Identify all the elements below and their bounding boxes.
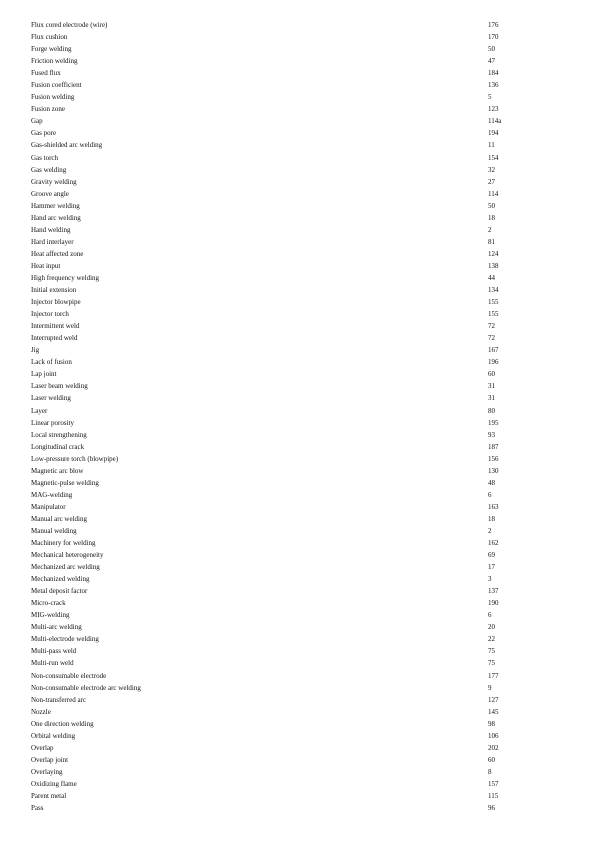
page-reference: 60 xyxy=(488,755,495,764)
index-term: Multi-pass weld xyxy=(31,647,77,656)
page-reference: 138 xyxy=(488,261,499,270)
index-entry xyxy=(31,79,511,91)
index-entry xyxy=(31,477,511,489)
index-term: Heat input xyxy=(31,261,61,270)
index-term: Laser beam welding xyxy=(31,382,88,391)
page-reference: 31 xyxy=(488,382,495,391)
index-entry xyxy=(31,633,511,645)
index-entry xyxy=(31,344,511,356)
index-entry xyxy=(31,561,511,573)
page-reference: 18 xyxy=(488,514,495,523)
page-reference: 155 xyxy=(488,298,499,307)
index-entry xyxy=(31,115,511,127)
index-entry xyxy=(31,43,511,55)
index-entry xyxy=(31,224,511,236)
index-term: Friction welding xyxy=(31,57,78,66)
index-term: Hand arc welding xyxy=(31,213,81,222)
page-reference: 187 xyxy=(488,442,499,451)
index-entry xyxy=(31,573,511,585)
page-reference: 32 xyxy=(488,165,495,174)
index-term: Pass xyxy=(31,804,44,813)
page-reference: 156 xyxy=(488,454,499,463)
index-entry xyxy=(31,212,511,224)
index-entry xyxy=(31,91,511,103)
page-reference: 163 xyxy=(488,502,499,511)
page-reference: 6 xyxy=(488,611,492,620)
page-reference: 2 xyxy=(488,526,492,535)
index-term: Manual arc welding xyxy=(31,514,87,523)
index-term: Gravity welding xyxy=(31,177,77,186)
index-entry xyxy=(31,766,511,778)
index-term: Manipulator xyxy=(31,502,66,511)
page-reference: 167 xyxy=(488,346,499,355)
page-reference: 157 xyxy=(488,779,499,788)
index-term: Magnetic arc blow xyxy=(31,466,84,475)
page-reference: 190 xyxy=(488,599,499,608)
index-entry xyxy=(31,127,511,139)
index-term: Parent metal xyxy=(31,792,67,800)
index-term: Flux cored electrode (wire) xyxy=(31,21,108,29)
index-entry xyxy=(31,152,511,164)
index-term: Multi-arc welding xyxy=(31,623,82,632)
page-reference: 130 xyxy=(488,466,499,475)
index-entry xyxy=(31,609,511,621)
index-entry xyxy=(31,405,511,417)
page-reference: 80 xyxy=(488,406,495,415)
index-term: Mechanized arc welding xyxy=(31,563,100,572)
page-reference: 195 xyxy=(488,418,499,427)
page-reference: 176 xyxy=(488,21,499,29)
index-entry xyxy=(31,778,511,790)
index-entry xyxy=(31,31,511,43)
page-reference: 177 xyxy=(488,671,499,680)
index-entry xyxy=(31,356,511,368)
page-reference: 31 xyxy=(488,394,495,403)
page-reference: 50 xyxy=(488,201,495,210)
index-term: MAG-welding xyxy=(31,490,73,499)
page-reference: 162 xyxy=(488,539,499,548)
index-term: High frequency welding xyxy=(31,273,100,282)
index-term: Longitudinal crack xyxy=(31,442,85,451)
index-entry xyxy=(31,67,511,79)
index-term: Injector blowpipe xyxy=(31,298,81,307)
page-reference: 98 xyxy=(488,719,495,728)
index-entry xyxy=(31,272,511,284)
index-entry xyxy=(31,585,511,597)
index-term: Fusion welding xyxy=(31,93,75,102)
index-term: Oxidizing flame xyxy=(31,779,77,788)
index-entry xyxy=(31,260,511,272)
index-entry xyxy=(31,248,511,260)
page-reference: 184 xyxy=(488,69,499,78)
index-entry xyxy=(31,236,511,248)
index-entry xyxy=(31,188,511,200)
index-term: Hard interlayer xyxy=(31,237,74,246)
page-reference: 137 xyxy=(488,587,499,596)
index-entry xyxy=(31,597,511,609)
index-entry xyxy=(31,489,511,501)
index-entry xyxy=(31,657,511,669)
index-entry xyxy=(31,501,511,513)
index-term: Laser welding xyxy=(31,394,71,403)
index-term: Metal deposit factor xyxy=(31,587,88,596)
index-term: Fused flux xyxy=(31,69,61,78)
index-term: Gas welding xyxy=(31,165,67,174)
page-reference: 123 xyxy=(488,105,499,114)
page-reference: 2 xyxy=(488,225,492,234)
page-reference: 127 xyxy=(488,695,499,704)
index-entry xyxy=(31,802,511,814)
index-entry xyxy=(31,621,511,633)
index-term: Hammer welding xyxy=(31,201,80,210)
page-reference: 114 xyxy=(488,189,499,198)
index-entry xyxy=(31,332,511,344)
page-reference: 96 xyxy=(488,804,495,813)
index-term: Gas pore xyxy=(31,129,57,138)
index-entry xyxy=(31,103,511,115)
page-reference: 134 xyxy=(488,286,499,295)
index-term: Jig xyxy=(31,346,40,355)
page-reference: 48 xyxy=(488,478,495,487)
index-entry xyxy=(31,694,511,706)
page-reference: 93 xyxy=(488,430,495,439)
index-entry xyxy=(31,284,511,296)
index-entry xyxy=(31,380,511,392)
index-entry xyxy=(31,537,511,549)
index-entry xyxy=(31,730,511,742)
index-term: Machinery for welding xyxy=(31,539,96,548)
index-entry xyxy=(31,368,511,380)
page-reference: 114a xyxy=(488,117,502,126)
index-entry xyxy=(31,682,511,694)
index-entry xyxy=(31,465,511,477)
page-reference: 72 xyxy=(488,334,495,343)
index-term: Fusion zone xyxy=(31,105,66,114)
index-term: Magnetic-pulse welding xyxy=(31,478,99,487)
page-reference: 20 xyxy=(488,623,495,632)
page-reference: 75 xyxy=(488,647,495,656)
index-term: Lack of fusion xyxy=(31,358,72,367)
index-term: Non-consumable electrode arc welding xyxy=(31,683,141,692)
index-term: Orbital welding xyxy=(31,731,76,740)
page-reference: 194 xyxy=(488,129,499,138)
index-term: Nozzle xyxy=(31,707,51,716)
page-reference: 50 xyxy=(488,45,495,54)
index-term: Mechanical heterogeneity xyxy=(31,551,104,560)
index-entry xyxy=(31,742,511,754)
index-entry xyxy=(31,513,511,525)
page-reference: 3 xyxy=(488,575,492,584)
index-list xyxy=(31,19,511,814)
index-term: Intermittent weld xyxy=(31,322,80,331)
index-term: Groove angle xyxy=(31,189,69,198)
index-entry xyxy=(31,308,511,320)
index-term: MIG-welding xyxy=(31,611,70,620)
page-reference: 124 xyxy=(488,249,499,258)
index-term: Flux cushion xyxy=(31,33,68,42)
index-entry xyxy=(31,754,511,766)
index-entry xyxy=(31,549,511,561)
page-reference: 44 xyxy=(488,273,495,282)
page-reference: 81 xyxy=(488,237,495,246)
index-term: Linear porosity xyxy=(31,418,74,427)
index-term: Interrupted weld xyxy=(31,334,78,343)
index-entry xyxy=(31,429,511,441)
index-term: Micro-crack xyxy=(31,599,66,608)
page-reference: 9 xyxy=(488,683,492,692)
index-term: Non-consumable electrode xyxy=(31,671,107,680)
page-reference: 47 xyxy=(488,57,495,66)
page-reference: 27 xyxy=(488,177,495,186)
index-entry xyxy=(31,718,511,730)
index-entry xyxy=(31,176,511,188)
index-entry xyxy=(31,525,511,537)
index-term: Overlap xyxy=(31,743,54,752)
index-term: Low-pressure torch (blowpipe) xyxy=(31,454,119,463)
page-reference: 106 xyxy=(488,731,499,740)
page-reference: 11 xyxy=(488,141,495,150)
index-term: Lap joint xyxy=(31,370,57,379)
index-entry xyxy=(31,790,511,802)
index-entry xyxy=(31,19,511,31)
index-term: One direction welding xyxy=(31,719,94,728)
index-entry xyxy=(31,670,511,682)
index-term: Forge welding xyxy=(31,45,72,54)
page-reference: 145 xyxy=(488,707,499,716)
index-entry xyxy=(31,296,511,308)
index-entry xyxy=(31,164,511,176)
page-reference: 8 xyxy=(488,767,492,776)
index-entry xyxy=(31,441,511,453)
index-term: Manual welding xyxy=(31,526,77,535)
index-entry xyxy=(31,417,511,429)
page-reference: 170 xyxy=(488,33,499,42)
page-reference: 17 xyxy=(488,563,495,572)
index-term: Heat affected zone xyxy=(31,249,84,258)
index-entry xyxy=(31,139,511,151)
index-entry xyxy=(31,55,511,67)
page-reference: 75 xyxy=(488,659,495,668)
page-reference: 60 xyxy=(488,370,495,379)
index-term: Hand welding xyxy=(31,225,71,234)
page-reference: 136 xyxy=(488,81,499,90)
page-reference: 5 xyxy=(488,93,492,102)
index-term: Gas-shielded arc welding xyxy=(31,141,103,150)
index-entry xyxy=(31,453,511,465)
index-term: Local strengthening xyxy=(31,430,87,439)
index-term: Fusion coefficient xyxy=(31,81,82,90)
page-reference: 18 xyxy=(488,213,495,222)
page-reference: 154 xyxy=(488,153,499,162)
index-term: Gas torch xyxy=(31,153,59,162)
page-reference: 155 xyxy=(488,310,499,319)
page-reference: 6 xyxy=(488,490,492,499)
index-term: Multi-run weld xyxy=(31,659,74,668)
page-reference: 69 xyxy=(488,551,495,560)
index-term: Injector torch xyxy=(31,310,69,319)
index-entry xyxy=(31,706,511,718)
index-entry xyxy=(31,392,511,404)
page-reference: 22 xyxy=(488,635,495,644)
index-term: Multi-electrode welding xyxy=(31,635,99,644)
index-term: Mechanized welding xyxy=(31,575,90,584)
index-term: Layer xyxy=(31,406,48,415)
index-entry xyxy=(31,645,511,657)
index-term: Overlaying xyxy=(31,767,63,776)
page-reference: 202 xyxy=(488,743,499,752)
page-reference: 115 xyxy=(488,792,499,800)
index-entry xyxy=(31,320,511,332)
index-term: Gap xyxy=(31,117,43,126)
page-reference: 72 xyxy=(488,322,495,331)
index-term: Non-transferred arc xyxy=(31,695,86,704)
index-term: Overlap joint xyxy=(31,755,69,764)
index-term: Initial extension xyxy=(31,286,77,295)
page-reference: 196 xyxy=(488,358,499,367)
index-entry xyxy=(31,200,511,212)
